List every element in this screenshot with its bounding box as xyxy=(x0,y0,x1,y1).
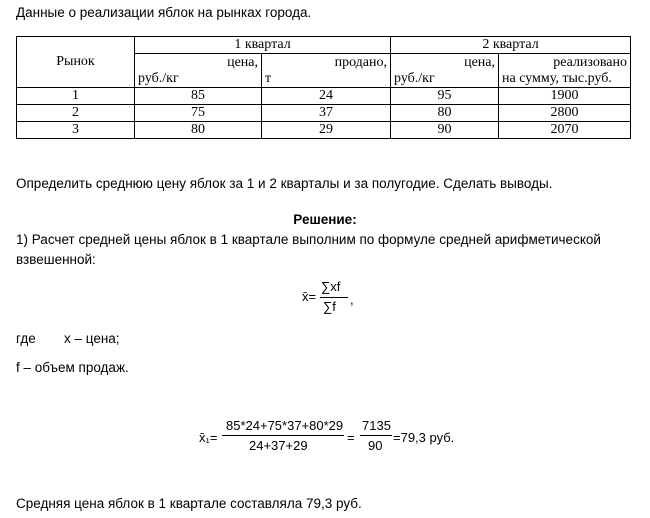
sales-table xyxy=(16,36,631,139)
table-header-row xyxy=(17,37,631,54)
header-market: Рынок xyxy=(17,37,135,88)
step1-line1: 1) Расчет средней цены яблок в 1 квартале выполним по формуле средней арифметической xyxy=(16,232,601,247)
cell-price-q2: 80 xyxy=(391,105,499,122)
header-q1-sold-line1: продано, xyxy=(334,54,387,70)
where-x: x – цена; xyxy=(64,331,120,346)
calc-fraction-bar-2 xyxy=(360,435,392,436)
header-q1: 1 квартал xyxy=(135,37,391,54)
header-q1-price-line2: руб./кг xyxy=(138,70,179,86)
header-q2: 2 квартал xyxy=(391,37,631,54)
calc-den2: 90 xyxy=(368,438,383,453)
cell-sold-q1: 24 xyxy=(262,88,391,105)
formula-fraction-bar xyxy=(320,297,348,298)
calc-fraction-bar xyxy=(222,435,344,436)
step1-line2: взвешенной: xyxy=(16,252,96,267)
calc-numerator: 85*24+75*37+80*29 xyxy=(226,418,344,433)
calc-result: =79,3 руб. xyxy=(393,430,455,445)
header-q1-sold xyxy=(262,54,391,88)
header-q2-sum-line2: на сумму, тыс.руб. xyxy=(502,70,612,86)
table-row xyxy=(17,105,631,122)
calc-num2: 7135 xyxy=(362,418,391,433)
formula-tail: , xyxy=(350,292,354,307)
where-label: где xyxy=(16,331,36,346)
header-q2-sum xyxy=(499,54,631,88)
calc-equals: = xyxy=(347,430,355,445)
table-row xyxy=(17,122,631,139)
header-q2-price-line2: руб./кг xyxy=(394,70,435,86)
header-q2-sum-line1: реализовано xyxy=(553,54,627,70)
cell-price-q2: 95 xyxy=(391,88,499,105)
cell-sum-q2: 2800 xyxy=(499,105,631,122)
formula-denominator: ∑f xyxy=(323,299,336,314)
cell-sum-q2: 1900 xyxy=(499,88,631,105)
calc-lhs: x̄₁= xyxy=(199,430,218,445)
table-row xyxy=(17,88,631,105)
cell-price-q1: 75 xyxy=(135,105,262,122)
intro-text: Данные о реализации яблок на рынках города. xyxy=(16,5,312,20)
cell-price-q2: 90 xyxy=(391,122,499,139)
cell-price-q1: 85 xyxy=(135,88,262,105)
cell-market: 1 xyxy=(17,88,135,105)
cell-sum-q2: 2070 xyxy=(499,122,631,139)
task-text: Определить среднюю цену яблок за 1 и 2 кварталы и за полугодие. Сделать выводы. xyxy=(16,176,553,191)
solution-heading: Решение: xyxy=(293,212,357,227)
header-q2-price-line1: цена, xyxy=(464,54,495,70)
formula-numerator: ∑xf xyxy=(321,279,341,294)
cell-market: 2 xyxy=(17,105,135,122)
where-f: f – объем продаж. xyxy=(16,360,129,375)
header-q1-sold-line2: т xyxy=(265,70,272,86)
header-q1-price-line1: цена, xyxy=(227,54,258,70)
formula-lhs: x̄= xyxy=(302,289,317,304)
header-q1-price xyxy=(135,54,262,88)
cell-sold-q1: 37 xyxy=(262,105,391,122)
cell-sold-q1: 29 xyxy=(262,122,391,139)
conclusion-text: Средняя цена яблок в 1 квартале составляла 79,3 руб. xyxy=(16,496,362,511)
header-q2-price xyxy=(391,54,499,88)
cell-market: 3 xyxy=(17,122,135,139)
cell-price-q1: 80 xyxy=(135,122,262,139)
calc-denominator: 24+37+29 xyxy=(249,438,308,453)
